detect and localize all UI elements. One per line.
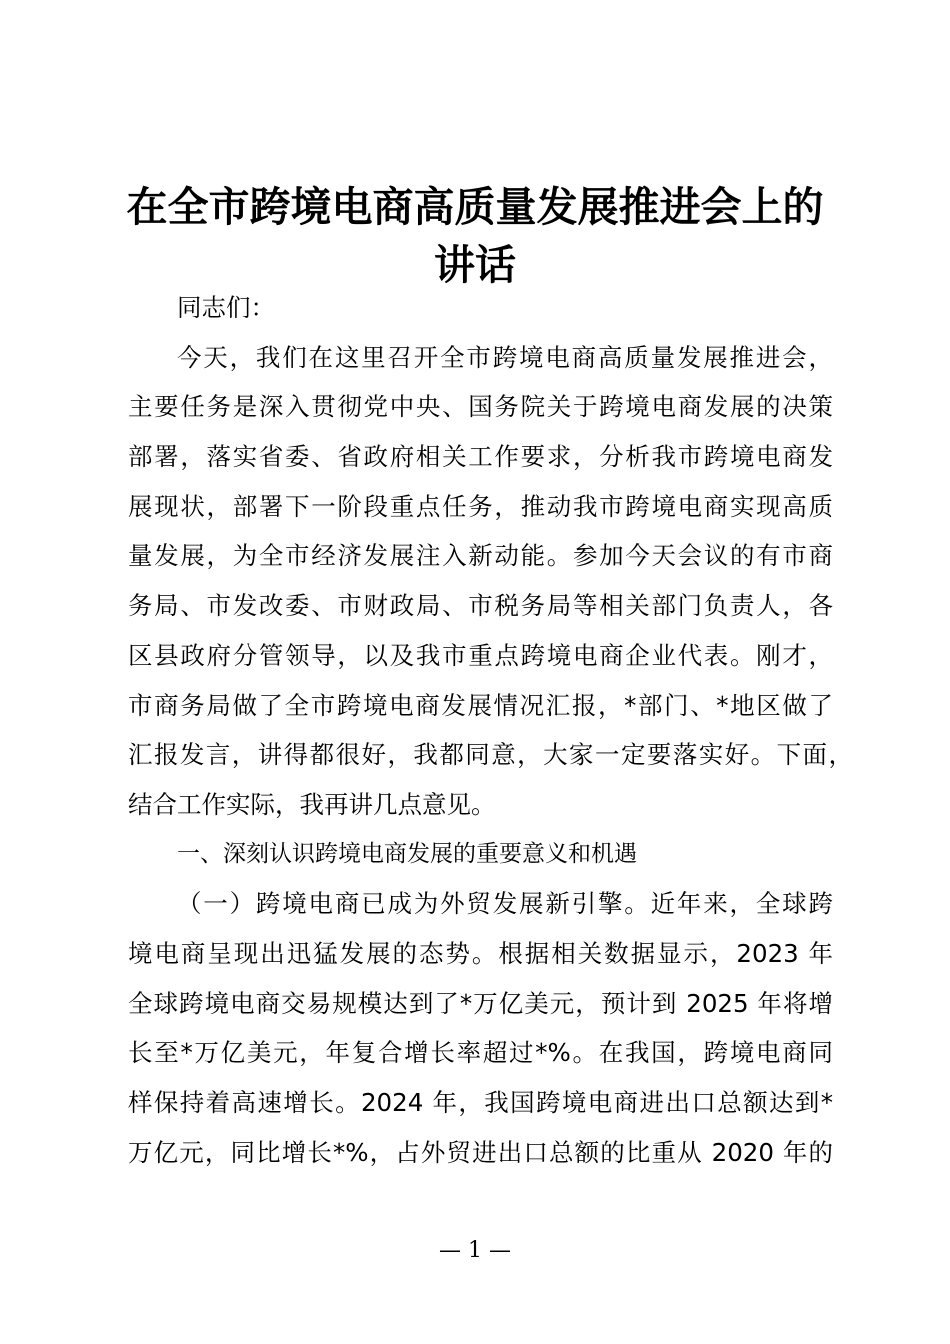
title-line-1: 在全市跨境电商高质量发展推进会上的 [126,183,824,231]
paragraph-line: 今天，我们在这里召开全市跨境电商高质量发展推进会， [177,342,833,372]
paragraph-line: 量发展，为全市经济发展注入新动能。参加今天会议的有市商 [128,541,833,571]
salutation: 同志们： [177,293,275,322]
section-heading-1: 一、深刻认识跨境电商发展的重要意义和机遇 [177,840,637,867]
paragraph-line: 部署，落实省委、省政府相关工作要求，分析我市跨境电商发 [128,442,833,472]
paragraph-1 [128,333,853,830]
paragraph-line: 全球跨境电商交易规模达到了*万亿美元，预计到 2025 年将增 [128,988,833,1018]
paragraph-line: 万亿元，同比增长*%，占外贸进出口总额的比重从 2020 年的 [128,1137,833,1167]
paragraph-2 [128,879,833,1177]
title-line-2: 讲话 [434,241,516,289]
paragraph-line: 展现状，部署下一阶段重点任务，推动我市跨境电商实现高质 [128,491,833,521]
document-title [60,178,890,294]
paragraph-line: 样保持着高速增长。2024 年，我国跨境电商进出口总额达到* [128,1088,833,1117]
page-number: — 1 — [439,1238,511,1263]
paragraph-line: 区县政府分管领导，以及我市重点跨境电商企业代表。刚才， [128,640,833,670]
paragraph-line: 务局、市发改委、市财政局、市税务局等相关部门负责人，各 [128,591,833,621]
paragraph-line: 汇报发言，讲得都很好，我都同意，大家一定要落实好。下面， [128,740,853,770]
paragraph-line: 市商务局做了全市跨境电商发展情况汇报，*部门、*地区做了 [128,690,833,720]
paragraph-line: 主要任务是深入贯彻党中央、国务院关于跨境电商发展的决策 [128,392,833,422]
paragraph-line: （一）跨境电商已成为外贸发展新引擎。近年来，全球跨 [177,889,833,919]
document-body [128,283,853,1177]
paragraph-line: 结合工作实际，我再讲几点意见。 [128,789,496,819]
paragraph-line: 境电商呈现出迅猛发展的态势。根据相关数据显示，2023 年 [128,938,833,968]
paragraph-line: 长至*万亿美元，年复合增长率超过*%。在我国，跨境电商同 [128,1038,833,1068]
